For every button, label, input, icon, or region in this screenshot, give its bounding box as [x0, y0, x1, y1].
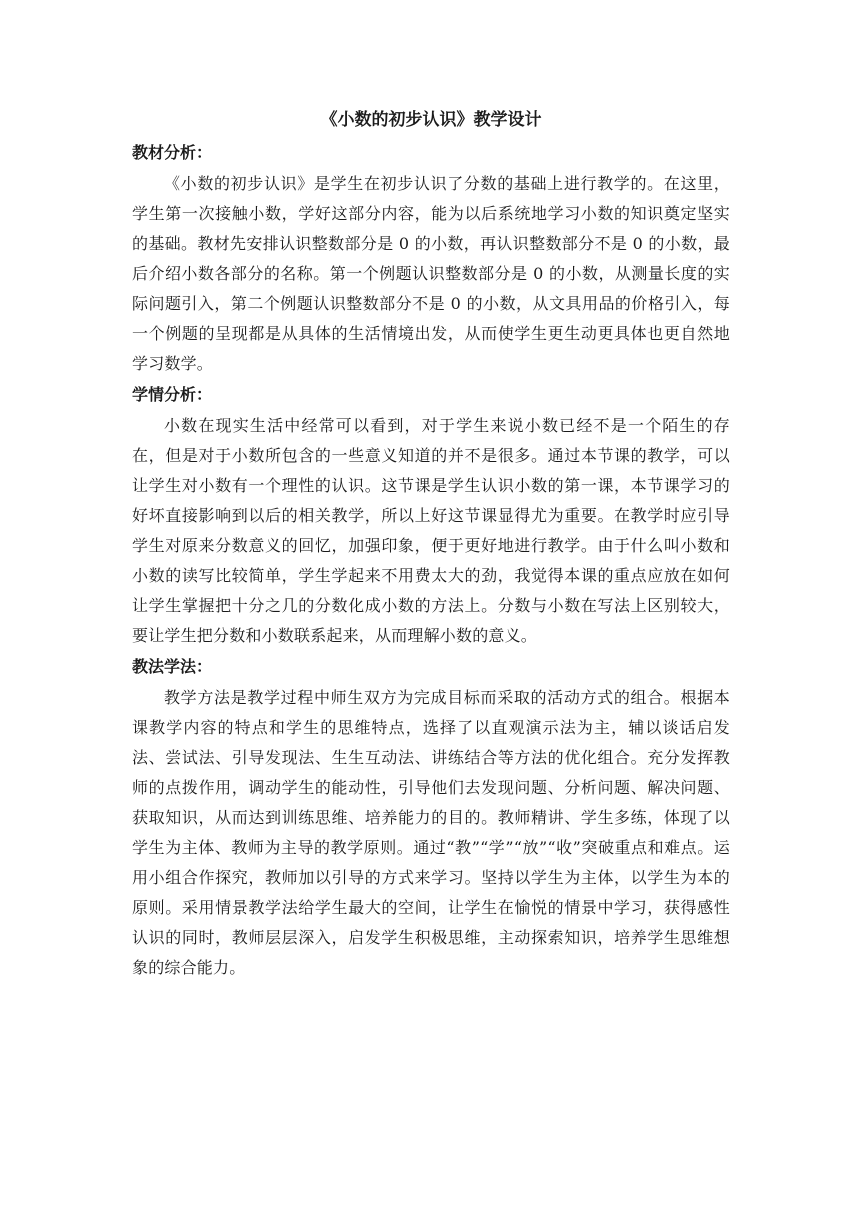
document-page: [132, 103, 730, 983]
section-heading: 教材分析：: [132, 143, 213, 162]
document-title: 《小数的初步认识》教学设计: [320, 110, 542, 130]
section-textbook-analysis: [132, 137, 730, 379]
section-paragraph: 《小数的初步认识》是学生在初步认识了分数的基础上进行教学的。在这里，学生第一次接触小数，学好这部分内容，能为以后系统地学习小数的知识奠定坚实的基础。教材先安排认识整数部分是 0 的小数，再认识整数部分不是 0 的小数，最后介绍小数各部分的名称。第一个例题认识整数部分是 0 的小数，从测量长度的实际问题引入，第二个例题认识整数部分不是 0 的小数，从文具用品的价格引入，每一个例题的呈现都是从具体的生活情境出发，从而使学生更生动更具体也更自然地学习数学。: [132, 174, 730, 373]
section-teaching-methods: [132, 651, 730, 983]
section-heading: 教法学法：: [132, 657, 213, 676]
section-paragraph: 教学方法是教学过程中师生双方为完成目标而采取的活动方式的组合。根据本课教学内容的特点和学生的思维特点，选择了以直观演示法为主，辅以谈话启发法、尝试法、引导发现法、生生互动法、讲练结合等方法的优化组合。充分发挥教师的点拨作用，调动学生的能动性，引导他们去发现问题、分析问题、解决问题、获取知识，从而达到训练思维、培养能力的目的。教师精讲、学生多练，体现了以学生为主体、教师为主导的教学原则。通过“教”“学”“放”“收”突破重点和难点。运用小组合作探究，教师加以引导的方式来学习。坚持以学生为主体，以学生为本的原则。采用情景教学法给学生最大的空间，让学生在愉悦的情景中学习，获得感性认识的同时，教师层层深入，启发学生积极思维，主动探索知识，培养学生思维想象的综合能力。: [132, 688, 730, 977]
section-student-analysis: [132, 379, 730, 651]
section-paragraph: 小数在现实生活中经常可以看到，对于学生来说小数已经不是一个陌生的存在，但是对于小数所包含的一些意义知道的并不是很多。通过本节课的教学，可以让学生对小数有一个理性的认识。这节课是学生认识小数的第一课，本节课学习的好坏直接影响到以后的相关教学，所以上好这节课显得尤为重要。在教学时应引导学生对原来分数意义的回忆，加强印象，便于更好地进行教学。由于什么叫小数和小数的读写比较简单，学生学起来不用费太大的劲，我觉得本课的重点应放在如何让学生掌握把十分之几的分数化成小数的方法上。分数与小数在写法上区别较大，要让学生把分数和小数联系起来，从而理解小数的意义。: [132, 416, 730, 645]
section-heading: 学情分析：: [132, 385, 213, 404]
